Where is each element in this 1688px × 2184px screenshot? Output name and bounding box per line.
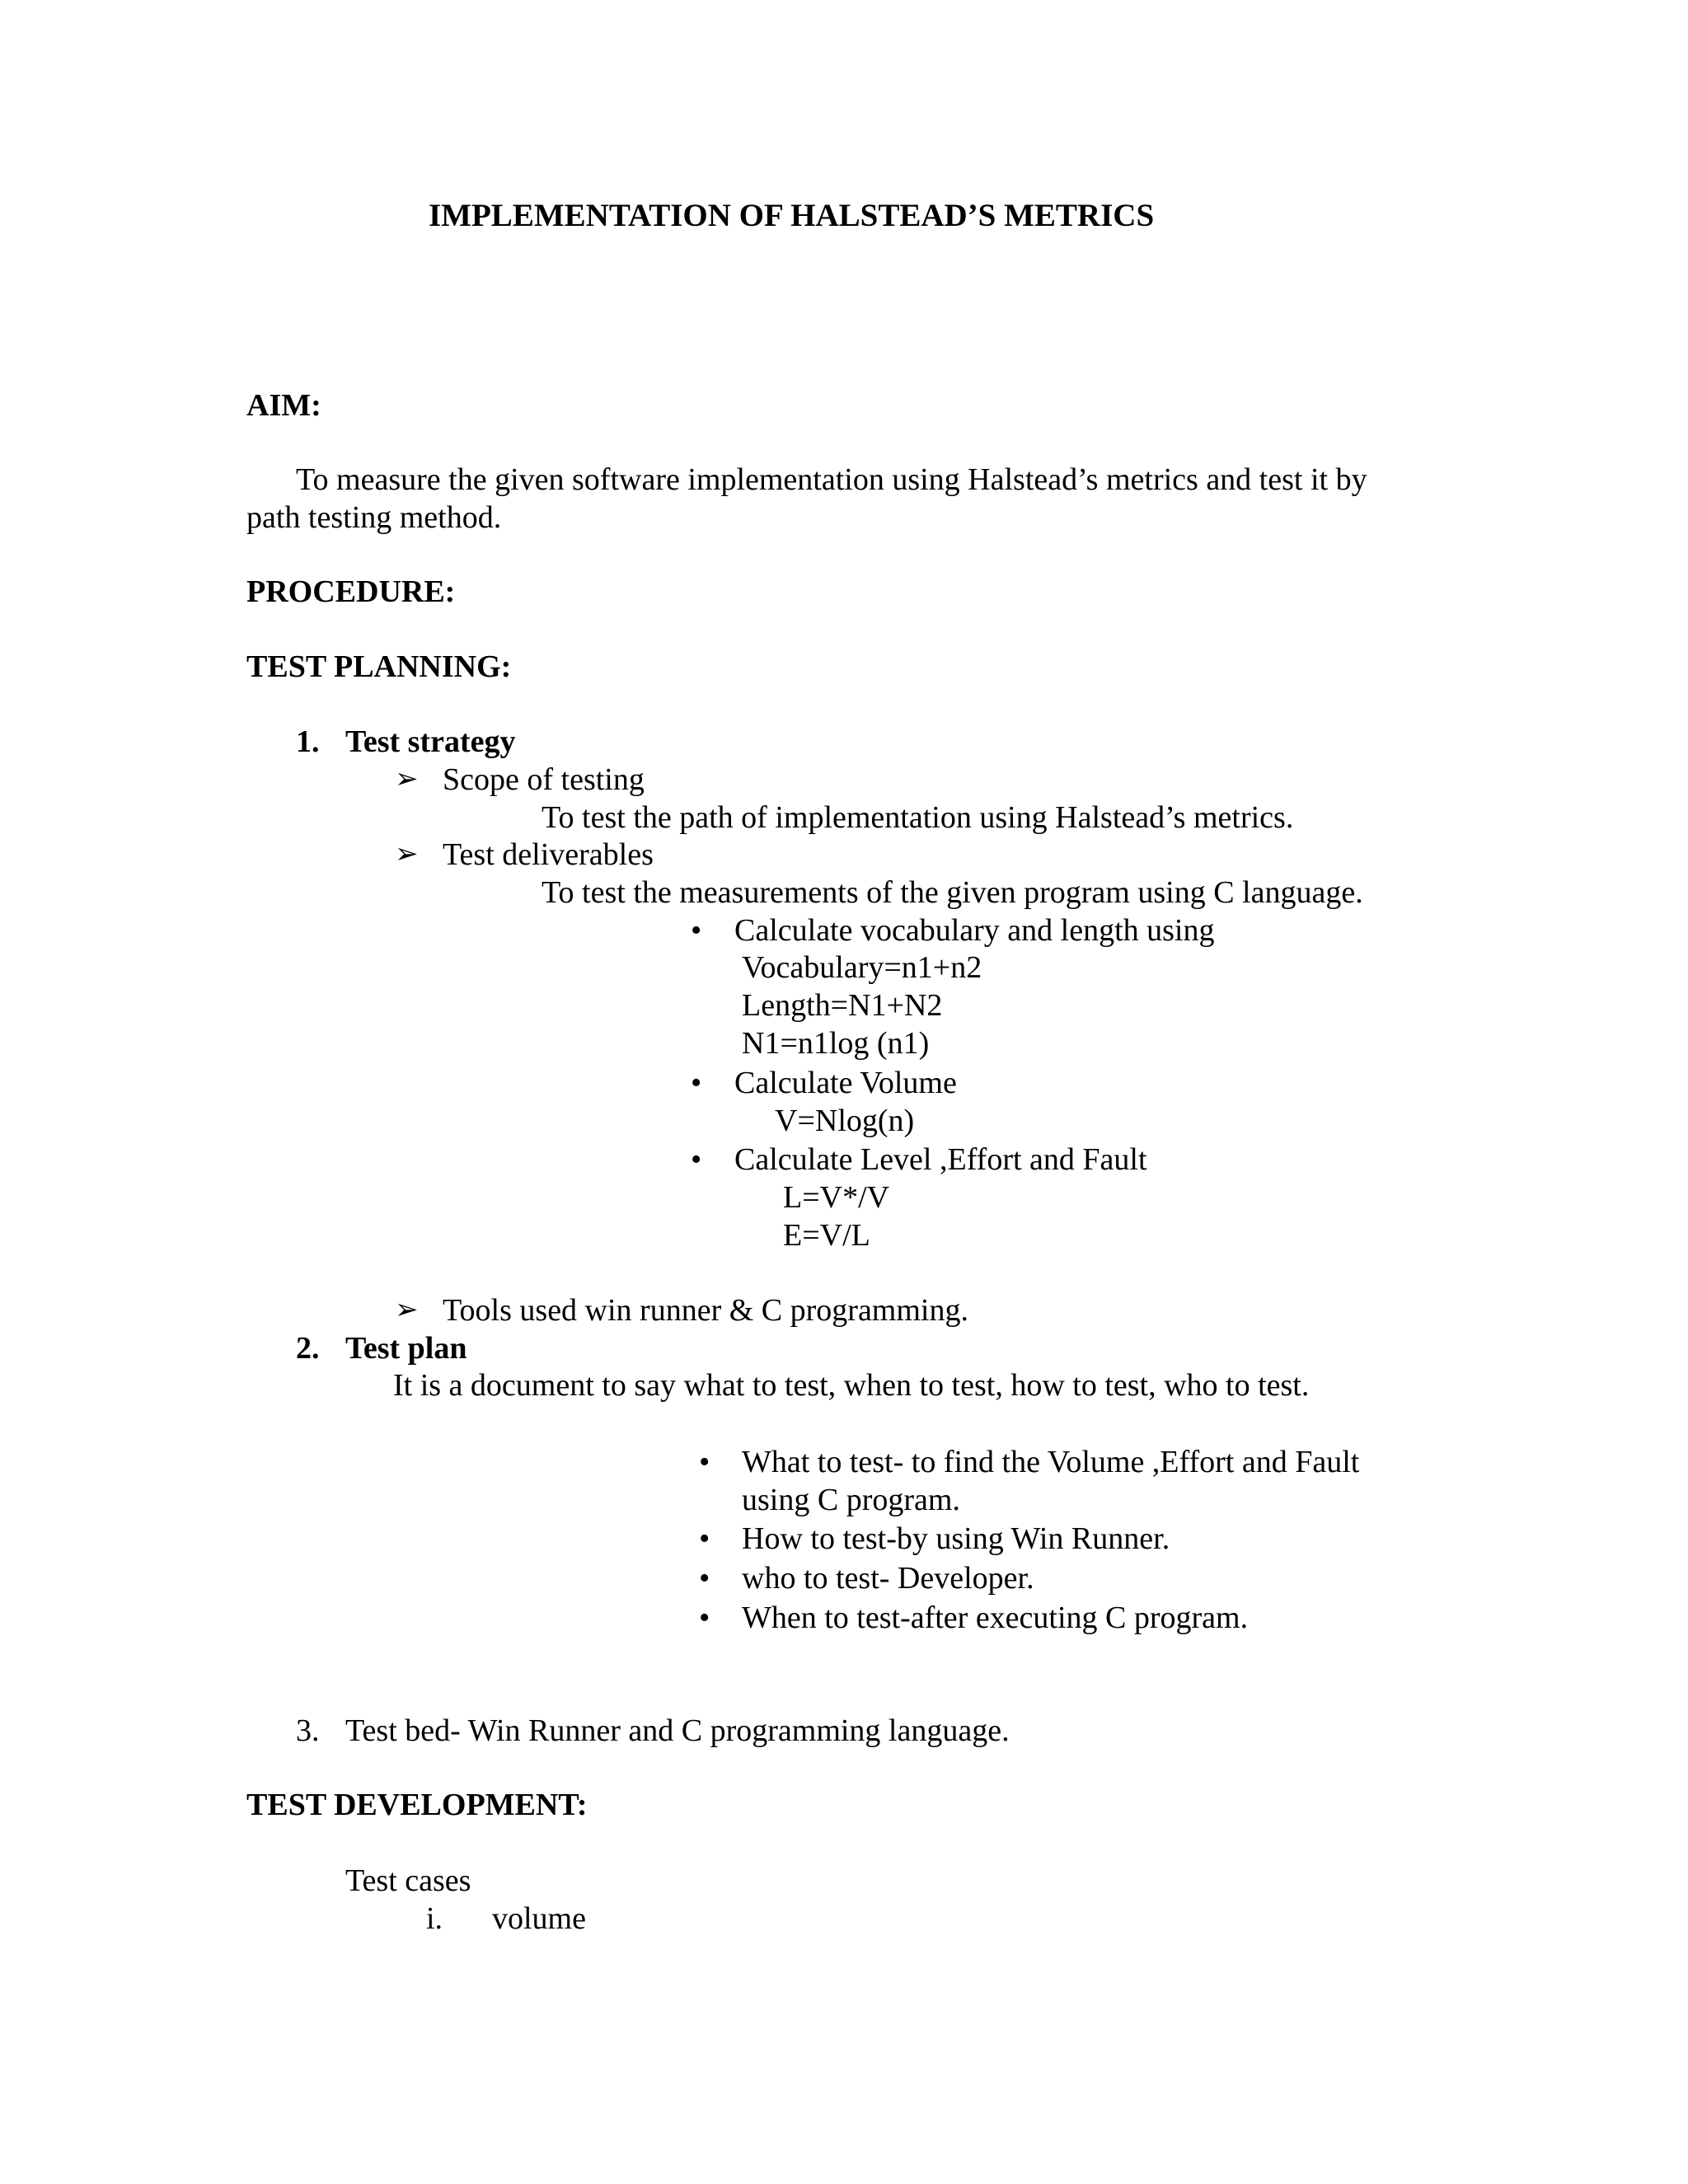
test-plan-desc: It is a document to say what to test, when to test, how to test, who to test. bbox=[393, 1368, 1310, 1403]
round-bullet-icon: • bbox=[699, 1601, 710, 1635]
test-case-volume: volume bbox=[492, 1901, 586, 1936]
page-title: IMPLEMENTATION OF HALSTEAD’S METRICS bbox=[429, 198, 1155, 233]
round-bullet-icon: • bbox=[691, 1066, 702, 1100]
round-bullet-icon: • bbox=[691, 913, 702, 948]
bullet-when-to-test: When to test-after executing C program. bbox=[742, 1601, 1249, 1635]
test-planning-heading: TEST PLANNING: bbox=[246, 649, 512, 684]
bullet-level-effort-fault: Calculate Level ,Effort and Fault bbox=[734, 1142, 1147, 1177]
round-bullet-icon: • bbox=[699, 1445, 710, 1479]
tools-used: Tools used win runner & C programming. bbox=[443, 1293, 968, 1328]
scope-of-testing-label: Scope of testing bbox=[443, 762, 645, 797]
test-development-heading: TEST DEVELOPMENT: bbox=[246, 1788, 588, 1822]
list-number-1: 1. bbox=[296, 724, 320, 759]
list-number-2: 2. bbox=[296, 1331, 320, 1366]
test-deliverables-label: Test deliverables bbox=[443, 837, 654, 872]
test-plan-label: Test plan bbox=[345, 1331, 467, 1366]
formula-effort: E=V/L bbox=[783, 1218, 870, 1253]
aim-heading: AIM: bbox=[246, 388, 321, 423]
arrowhead-bullet-icon: ➢ bbox=[395, 764, 419, 794]
procedure-heading: PROCEDURE: bbox=[246, 574, 456, 609]
bullet-how-to-test: How to test-by using Win Runner. bbox=[742, 1521, 1170, 1556]
bullet-volume: Calculate Volume bbox=[734, 1066, 957, 1100]
test-case-number: i. bbox=[426, 1901, 443, 1936]
arrowhead-bullet-icon: ➢ bbox=[395, 839, 419, 869]
test-cases-label: Test cases bbox=[345, 1863, 471, 1898]
formula-vocabulary: Vocabulary=n1+n2 bbox=[742, 950, 982, 985]
round-bullet-icon: • bbox=[699, 1561, 710, 1596]
test-bed-text: Test bed- Win Runner and C programming language. bbox=[345, 1713, 1010, 1748]
round-bullet-icon: • bbox=[691, 1142, 702, 1177]
aim-text-line-2: path testing method. bbox=[246, 500, 502, 535]
arrowhead-bullet-icon: ➢ bbox=[395, 1295, 419, 1325]
bullet-what-to-test: What to test- to find the Volume ,Effort and Fault bbox=[742, 1445, 1360, 1479]
formula-length: Length=N1+N2 bbox=[742, 988, 943, 1023]
list-number-3: 3. bbox=[296, 1713, 320, 1748]
formula-n1: N1=n1log (n1) bbox=[742, 1026, 930, 1061]
formula-level: L=V*/V bbox=[783, 1180, 890, 1215]
test-strategy-label: Test strategy bbox=[345, 724, 516, 759]
bullet-vocab-length: Calculate vocabulary and length using bbox=[734, 913, 1215, 948]
formula-volume: V=Nlog(n) bbox=[775, 1104, 915, 1138]
aim-text-line-1: To measure the given software implementation using Halstead’s metrics and test it by bbox=[296, 462, 1367, 497]
bullet-who-to-test: who to test- Developer. bbox=[742, 1561, 1034, 1596]
scope-of-testing-desc: To test the path of implementation using Halstead’s metrics. bbox=[542, 800, 1294, 835]
bullet-what-to-test-cont: using C program. bbox=[742, 1483, 960, 1517]
round-bullet-icon: • bbox=[699, 1521, 710, 1556]
test-deliverables-desc: To test the measurements of the given program using C language. bbox=[542, 875, 1363, 910]
